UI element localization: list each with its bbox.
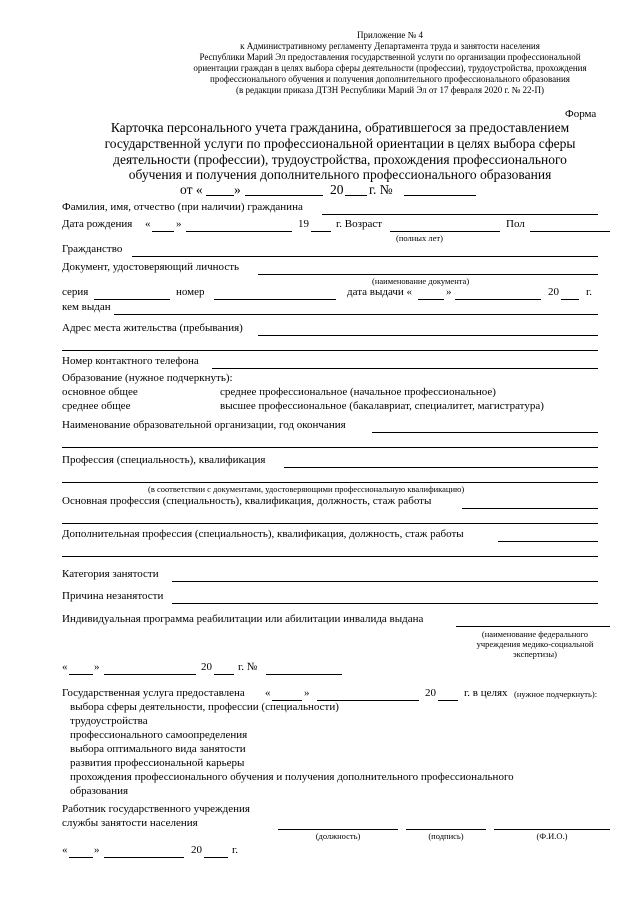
rehab-program-note: (наименование федерального	[481, 629, 589, 639]
annex-line: ориентации граждан в целях выбора сферы деятельности (профессии), трудоустройства, прохождения	[193, 63, 587, 73]
annex-line: к Административному регламенту Департамента труда и занятости населения	[240, 41, 540, 51]
employment-category-field[interactable]	[172, 581, 598, 582]
annex-line: Приложение № 4	[357, 30, 423, 40]
final-year-field[interactable]	[204, 857, 228, 858]
service-goal-label: г. в целях	[464, 687, 508, 699]
rehab-program-label: Индивидуальная программа реабилитации или абилитации инвалида выдана	[62, 613, 424, 625]
dob-day-field[interactable]	[152, 231, 174, 232]
worker-label: Работник государственного учреждения	[62, 803, 250, 815]
service-goal-note: (нужное подчеркнуть):	[514, 689, 598, 699]
title-date-prefix: от «	[180, 182, 203, 197]
main-profession-field[interactable]	[462, 508, 598, 509]
profession-field-continued[interactable]	[62, 482, 598, 483]
issue-year-suffix: г.	[586, 286, 593, 298]
document-title: обучения и получения дополнительного профессионального образования	[128, 167, 552, 182]
service-goal-option-continued: образования	[70, 785, 129, 797]
sex-label: Пол	[506, 218, 525, 230]
title-number-field[interactable]	[404, 195, 476, 196]
id-document-field[interactable]	[258, 274, 598, 275]
rehab-day-field[interactable]	[69, 674, 93, 675]
final-year-prefix: 20	[191, 844, 202, 856]
sex-field[interactable]	[530, 231, 610, 232]
employment-category-label: Категория занятости	[62, 568, 159, 580]
service-year-prefix: 20	[425, 687, 436, 699]
issued-by-field[interactable]	[114, 314, 598, 315]
position-field[interactable]	[278, 829, 398, 830]
age-field[interactable]	[390, 231, 500, 232]
number-field[interactable]	[214, 299, 336, 300]
id-document-note: (наименование документа)	[372, 276, 470, 286]
dob-month-field[interactable]	[186, 231, 292, 232]
rehab-number-label: г. №	[238, 661, 258, 673]
fio-label: Фамилия, имя, отчество (при наличии) гражданина	[62, 201, 303, 213]
rehab-program-field[interactable]	[456, 626, 610, 627]
title-number-label: г. №	[369, 182, 393, 197]
final-day-field[interactable]	[69, 857, 93, 858]
final-year-suffix: г.	[232, 844, 239, 856]
education-org-field-continued[interactable]	[62, 447, 598, 448]
phone-label: Номер контактного телефона	[62, 355, 199, 367]
dob-close: »	[176, 218, 182, 230]
service-goal-option[interactable]: выбора сферы деятельности, профессии (специальности)	[70, 701, 339, 713]
issued-by-label: кем выдан	[62, 301, 111, 313]
address-field[interactable]	[258, 335, 598, 336]
age-note: (полных лет)	[396, 233, 443, 243]
annex-line: Республики Марий Эл предоставления государственной услуги по организации профессиональной	[199, 52, 581, 62]
profession-note: (в соответствии с документами, удостоверяющими профессиональную квалификацию)	[148, 484, 465, 494]
education-option[interactable]: высшее профессиональное (бакалавриат, специалитет, магистратура)	[220, 400, 544, 412]
issue-date-label: дата выдачи «	[347, 286, 413, 298]
rehab-number-field[interactable]	[266, 674, 342, 675]
title-year-field[interactable]	[345, 195, 367, 196]
service-date-open: «	[265, 687, 271, 699]
fio-field[interactable]	[322, 214, 598, 215]
address-field-continued[interactable]	[62, 350, 598, 351]
issue-year-prefix: 20	[548, 286, 559, 298]
position-note: (должность)	[315, 831, 361, 841]
citizenship-field[interactable]	[132, 256, 598, 257]
issue-month-field[interactable]	[455, 299, 541, 300]
series-field[interactable]	[94, 299, 170, 300]
title-day-field[interactable]	[206, 195, 234, 196]
document-title: деятельности (профессии), трудоустройства, прохождения профессионального	[113, 152, 567, 167]
additional-profession-label: Дополнительная профессия (специальность), квалификация, должность, стаж работы	[62, 528, 464, 540]
issue-year-field[interactable]	[561, 299, 579, 300]
service-year-field[interactable]	[438, 700, 458, 701]
profession-field[interactable]	[284, 467, 598, 468]
dob-label: Дата рождения	[62, 218, 133, 230]
series-label: серия	[62, 286, 89, 298]
address-label: Адрес места жительства (пребывания)	[62, 322, 243, 334]
form-label: Форма	[565, 108, 597, 120]
signature-field[interactable]	[406, 829, 486, 830]
dob-year-prefix: 19	[298, 218, 309, 230]
rehab-date-open: «	[62, 661, 68, 673]
phone-field[interactable]	[212, 368, 598, 369]
age-label: г. Возраст	[336, 218, 383, 230]
service-date-close: »	[304, 687, 310, 699]
final-date-open: «	[62, 844, 68, 856]
dob-year-field[interactable]	[311, 231, 331, 232]
citizenship-label: Гражданство	[62, 243, 123, 255]
service-goal-option[interactable]: трудоустройства	[70, 715, 148, 727]
additional-profession-field[interactable]	[498, 541, 598, 542]
main-profession-label: Основная профессия (специальность), квалификация, должность, стаж работы	[62, 495, 432, 507]
unemployment-reason-field[interactable]	[172, 603, 598, 604]
additional-profession-field-continued[interactable]	[62, 556, 598, 557]
worker-label: службы занятости населения	[62, 817, 198, 829]
annex-line: (в редакции приказа ДТЗН Республики Марий Эл от 17 февраля 2020 г. № 22-П)	[235, 85, 545, 95]
dob-open: «	[145, 218, 151, 230]
education-org-label: Наименование образовательной организации, год окончания	[62, 419, 346, 431]
service-label: Государственная услуга предоставлена	[62, 687, 245, 699]
education-option[interactable]: основное общее	[62, 386, 138, 398]
document-title: Карточка персонального учета гражданина, обратившегося за предоставлением	[110, 120, 570, 135]
issue-date-quote: »	[446, 286, 452, 298]
title-year-prefix: 20	[330, 182, 344, 197]
service-goal-option[interactable]: профессионального самоопределения	[70, 729, 248, 741]
issue-day-field[interactable]	[418, 299, 444, 300]
service-goal-option[interactable]: развития профессиональной карьеры	[70, 757, 245, 769]
service-goal-option[interactable]: прохождения профессионального обучения и получения дополнительного профессионального	[70, 771, 514, 783]
full-name-field[interactable]	[494, 829, 610, 830]
annex-line: профессионального обучения и получения дополнительного профессионального образования	[210, 74, 570, 84]
unemployment-reason-label: Причина незанятости	[62, 590, 164, 602]
main-profession-field-continued[interactable]	[62, 523, 598, 524]
rehab-month-field[interactable]	[104, 674, 196, 675]
number-label: номер	[176, 286, 205, 298]
rehab-year-field[interactable]	[214, 674, 234, 675]
title-month-field[interactable]	[245, 195, 323, 196]
education-option[interactable]: среднее общее	[62, 400, 131, 412]
rehab-date-close: »	[94, 661, 100, 673]
service-goal-option[interactable]: выбора оптимального вида занятости	[70, 743, 246, 755]
signature-note: (подпись)	[428, 831, 464, 841]
final-date-close: »	[94, 844, 100, 856]
full-name-note: (Ф.И.О.)	[536, 831, 568, 841]
education-label: Образование (нужное подчеркнуть):	[62, 372, 233, 384]
education-org-field[interactable]	[372, 432, 598, 433]
id-document-label: Документ, удостоверяющий личность	[62, 261, 240, 273]
title-date-quote: »	[234, 182, 241, 197]
rehab-program-note: учреждения медико-социальной	[476, 639, 594, 649]
rehab-program-note: экспертизы)	[513, 649, 557, 659]
document-title: государственной услуги по профессиональной ориентации в целях выбора сферы	[104, 136, 576, 151]
profession-label: Профессия (специальность), квалификация	[62, 454, 266, 466]
final-month-field[interactable]	[104, 857, 184, 858]
rehab-year-prefix: 20	[201, 661, 212, 673]
education-option[interactable]: среднее профессиональное (начальное профессиональное)	[220, 386, 496, 398]
